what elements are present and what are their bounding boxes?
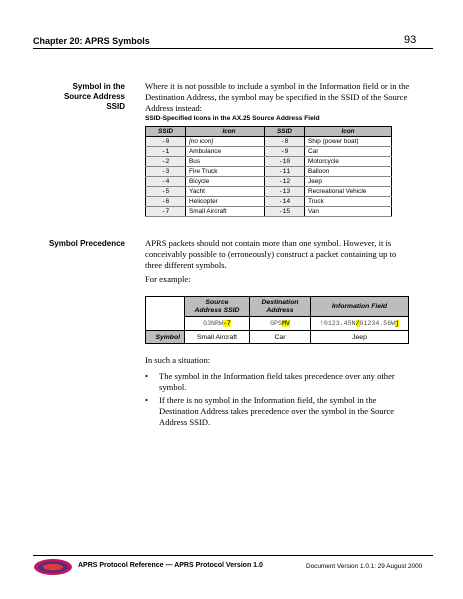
for-example-text: For example:: [145, 274, 191, 284]
ssid-cell: -14: [265, 197, 305, 207]
ssid-cell: -1: [146, 147, 186, 157]
table-row: [146, 207, 273, 217]
ssid-cell: -8: [265, 137, 305, 147]
ssid-table-left: [145, 126, 273, 217]
icon-cell: Recreational Vehicle: [305, 187, 392, 197]
info-value: [311, 317, 409, 331]
ssid-cell: -9: [265, 147, 305, 157]
blank-corner: [146, 297, 185, 317]
bullet-line: Destination Address takes precedence over the symbol in the Source: [159, 405, 395, 416]
table-row: [146, 167, 273, 177]
symbol-info: Jeep: [311, 331, 409, 344]
table-row: [265, 187, 392, 197]
ssid-cell: -3: [146, 167, 186, 177]
info-part: !0123.45N: [319, 320, 356, 327]
header-line: Address: [266, 306, 294, 314]
header-rule: [33, 48, 433, 49]
section1-paragraph: [145, 81, 409, 113]
section2-paragraph: [145, 238, 396, 270]
symbol-destination: Car: [250, 331, 311, 344]
header-line: Destination: [261, 298, 299, 306]
ssid-cell: -13: [265, 187, 305, 197]
bullet-marker: •: [145, 395, 149, 405]
ssid-cell: -11: [265, 167, 305, 177]
icon-cell: Ship (power boat): [305, 137, 392, 147]
ssid-cell: -15: [265, 207, 305, 217]
bullet-item-2: [159, 395, 394, 427]
bullet-line: The symbol in the Information field takes precedence over any other: [159, 371, 395, 381]
table-row: [146, 137, 273, 147]
paragraph-line: Address instead:: [145, 102, 203, 113]
icon-cell: Small Aircraft: [186, 207, 273, 217]
paragraph-line: conceivably possible to (erroneously) construct a packet containing up to: [145, 248, 397, 259]
footer-title: APRS Protocol Reference — APRS Protocol Version 1.0: [78, 562, 263, 569]
paragraph-line: Destination Address, the symbol may be specified in the SSID of the Source: [145, 91, 408, 102]
aprs-logo-icon: [33, 558, 73, 576]
icon-cell: Motorcycle: [305, 157, 392, 167]
table-row: [265, 207, 392, 217]
icon-cell: Bicycle: [186, 177, 273, 187]
icon-cell: Bus: [186, 157, 273, 167]
ssid-cell: -10: [265, 157, 305, 167]
dest-highlight: MV: [281, 320, 290, 327]
ssid-cell: -12: [265, 177, 305, 187]
example-packet-table: [145, 296, 409, 344]
icon-cell: Car: [305, 147, 392, 157]
icon-cell: Ambulance: [186, 147, 273, 157]
table-row: [265, 147, 392, 157]
table-row: [146, 177, 273, 187]
symbol-source: Small Aircraft: [185, 331, 250, 344]
row-label-symbol: Symbol: [146, 331, 185, 344]
icon-cell: [no icon]: [186, 137, 273, 147]
side-label-symbol-precedence: Symbol Precedence: [48, 239, 125, 248]
info-part: 01234.56W: [359, 320, 396, 327]
situation-text: In such a situation:: [145, 355, 211, 365]
ssid-cell: -5: [146, 187, 186, 197]
ssid-cell: -2: [146, 157, 186, 167]
side-label-symbol-in-ssid: [64, 82, 125, 112]
paragraph-line: Where it is not possible to include a symbol in the Information field or in the: [145, 81, 410, 91]
ssid-cell: -4: [146, 177, 186, 187]
chapter-title: Chapter 20: APRS Symbols: [33, 36, 150, 46]
table-row: [265, 167, 392, 177]
header-line: Address SSID: [194, 306, 240, 314]
table-row: [146, 147, 273, 157]
paragraph-line: three different symbols.: [145, 259, 227, 270]
footer-rule: [33, 555, 433, 556]
icon-cell: Yacht: [186, 187, 273, 197]
col-header-icon: Icon: [186, 127, 273, 137]
side-label-line: Symbol in the: [72, 82, 125, 91]
bullet-line: If there is no symbol in the Information field, the symbol in the: [159, 395, 377, 405]
table-row: [265, 177, 392, 187]
ssid-table-right: [264, 126, 392, 217]
source-value: [185, 317, 250, 331]
col-header-destination: [250, 297, 311, 317]
source-highlight: -7: [222, 320, 231, 327]
bullet-item-1: [159, 371, 395, 393]
destination-value: [250, 317, 311, 331]
table-row: [265, 157, 392, 167]
ssid-cell: -6: [146, 197, 186, 207]
side-label-line: Source Address: [63, 92, 125, 101]
icon-cell: Fire Truck: [186, 167, 273, 177]
icon-cell: Jeep: [305, 177, 392, 187]
header-line: Source: [205, 298, 229, 306]
ssid-cell: -7: [146, 207, 186, 217]
dest-plain: GPS: [270, 320, 282, 327]
bullet-marker: •: [145, 371, 149, 381]
paragraph-line: APRS packets should not contain more than one symbol. However, it is: [145, 238, 392, 248]
page-number: 93: [404, 34, 417, 46]
side-label-line: SSID: [106, 102, 125, 111]
bullet-line: Address SSID.: [159, 416, 211, 427]
footer-version: Document Version 1.0.1: 29 August 2000: [306, 563, 423, 570]
ssid-table-caption: SSID-Specified Icons in the AX.25 Source Address Field: [145, 115, 320, 122]
source-plain: G3NRW: [203, 320, 223, 327]
table-row: [265, 197, 392, 207]
bullet-line: symbol.: [159, 381, 187, 392]
info-highlight: j: [395, 320, 400, 327]
ssid-cell: -0: [146, 137, 186, 147]
blank-cell: [146, 317, 185, 331]
col-header-source: [185, 297, 250, 317]
icon-cell: Van: [305, 207, 392, 217]
icon-cell: Helicopter: [186, 197, 273, 207]
col-header-ssid: SSID: [265, 127, 305, 137]
col-header-icon: Icon: [305, 127, 392, 137]
icon-cell: Balloon: [305, 167, 392, 177]
icon-cell: Truck: [305, 197, 392, 207]
table-row: [265, 137, 392, 147]
col-header-ssid: SSID: [146, 127, 186, 137]
table-row: [146, 187, 273, 197]
info-highlight: /: [355, 320, 360, 327]
col-header-info: Information Field: [311, 297, 409, 317]
table-row: [146, 157, 273, 167]
table-row: [146, 197, 273, 207]
